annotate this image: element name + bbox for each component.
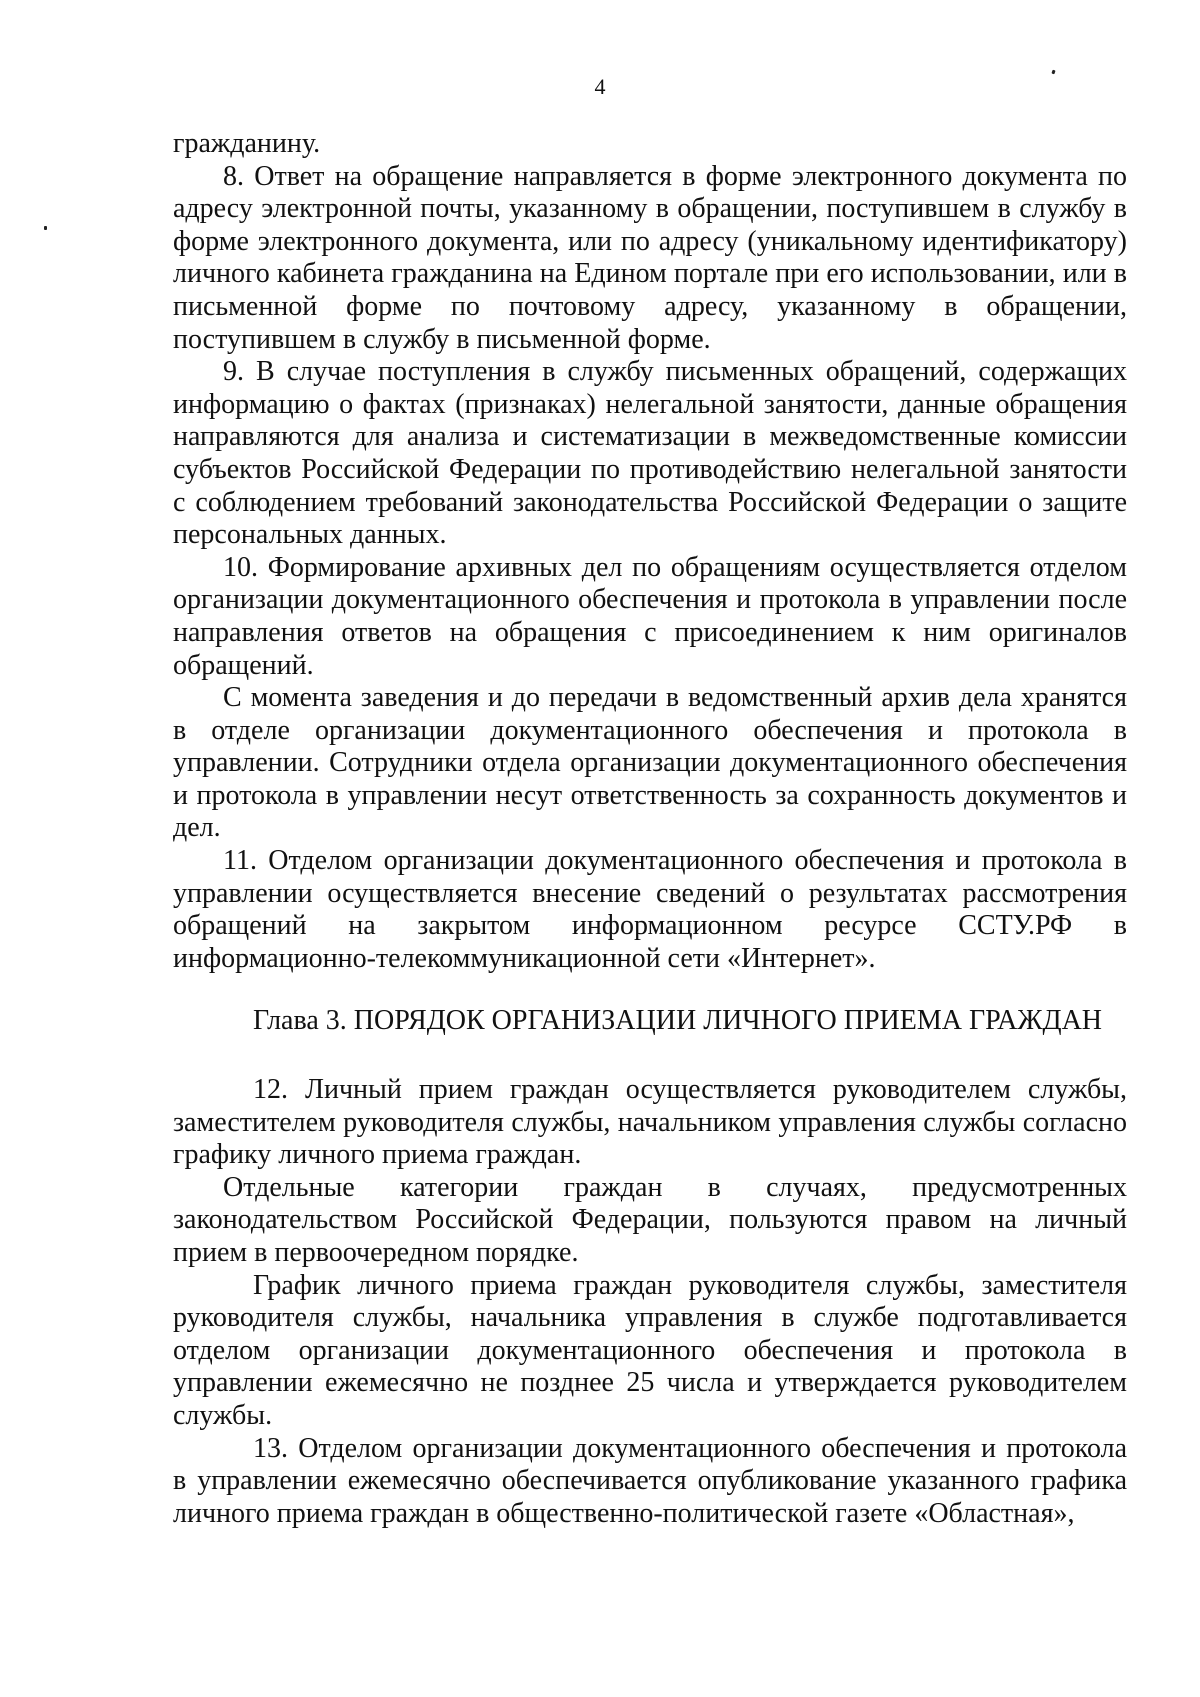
- paragraph-13: 13. Отделом организации документационного обеспечения и протокола в управлении ежемесячно обеспечивается опубликование указанного графика личного приема граждан в общественно-политической газете «Областная»,: [173, 1432, 1127, 1529]
- paragraph-8: 8. Ответ на обращение направляется в форме электронного документа по адресу электронной почты, указанному в обращении, поступившем в службу в форме электронного документа, или по адресу (уникальному идентификатору) личного кабинета гражданина на Едином портале при его использовании, или в письменной форме по почтовому адресу, указанному в обращении, поступившем в службу в письменной форме.: [173, 160, 1127, 355]
- page-number: 4: [594, 74, 606, 99]
- paragraph-10-archive: С момента заведения и до передачи в ведомственный архив дела хранятся в отделе организации документационного обеспечения и протокола в управлении. Сотрудники отдела организации документационного обеспечения и протокола в управлении несут ответственность за сохранность документов и дел.: [173, 682, 1127, 844]
- paragraph-12: 12. Личный прием граждан осуществляется руководителем службы, заместителем руководителя службы, начальником управления службы согласно графику личного приема граждан.: [173, 1074, 1127, 1171]
- chapter-title: Глава 3. ПОРЯДОК ОРГАНИЗАЦИИ ЛИЧНОГО ПРИЕМА ГРАЖДАН: [253, 1005, 1103, 1037]
- document-body: [173, 128, 1127, 1530]
- paragraph-9: 9. В случае поступления в службу письменных обращений, содержащих информацию о фактах (признаках) нелегальной занятости, данные обращения направляются для анализа и систематизации в межведомственные комиссии субъектов Российской Федерации по противодействию нелегальной занятости с соблюдением требований законодательства Российской Федерации о защите персональных данных.: [173, 356, 1127, 551]
- paragraph-11: 11. Отделом организации документационного обеспечения и протокола в управлении осуществляется внесение сведений о результатах рассмотрения обращений на закрытом информационном ресурсе ССТУ.РФ в информационно-телекоммуникационной сети «Интернет».: [173, 845, 1127, 974]
- paragraph-10: 10. Формирование архивных дел по обращениям осуществляется отделом организации документационного обеспечения и протокола в управлении после направления ответов на обращения с присоединением к ним оригиналов обращений.: [173, 551, 1127, 681]
- paragraph-12-categories: Отдельные категории граждан в случаях, предусмотренных законодательством Российской Федерации, пользуются правом на личный прием в первоочередном порядке.: [173, 1171, 1127, 1268]
- paragraph-continuation: гражданину.: [173, 128, 321, 159]
- scan-speck: [44, 226, 47, 230]
- paragraph-12-schedule: График личного приема граждан руководителя службы, заместителя руководителя службы, начальника управления в службе подготавливается отделом организации документационного обеспечения и протокола в управлении ежемесячно не позднее 25 числа и утверждается руководителем службы.: [173, 1269, 1127, 1431]
